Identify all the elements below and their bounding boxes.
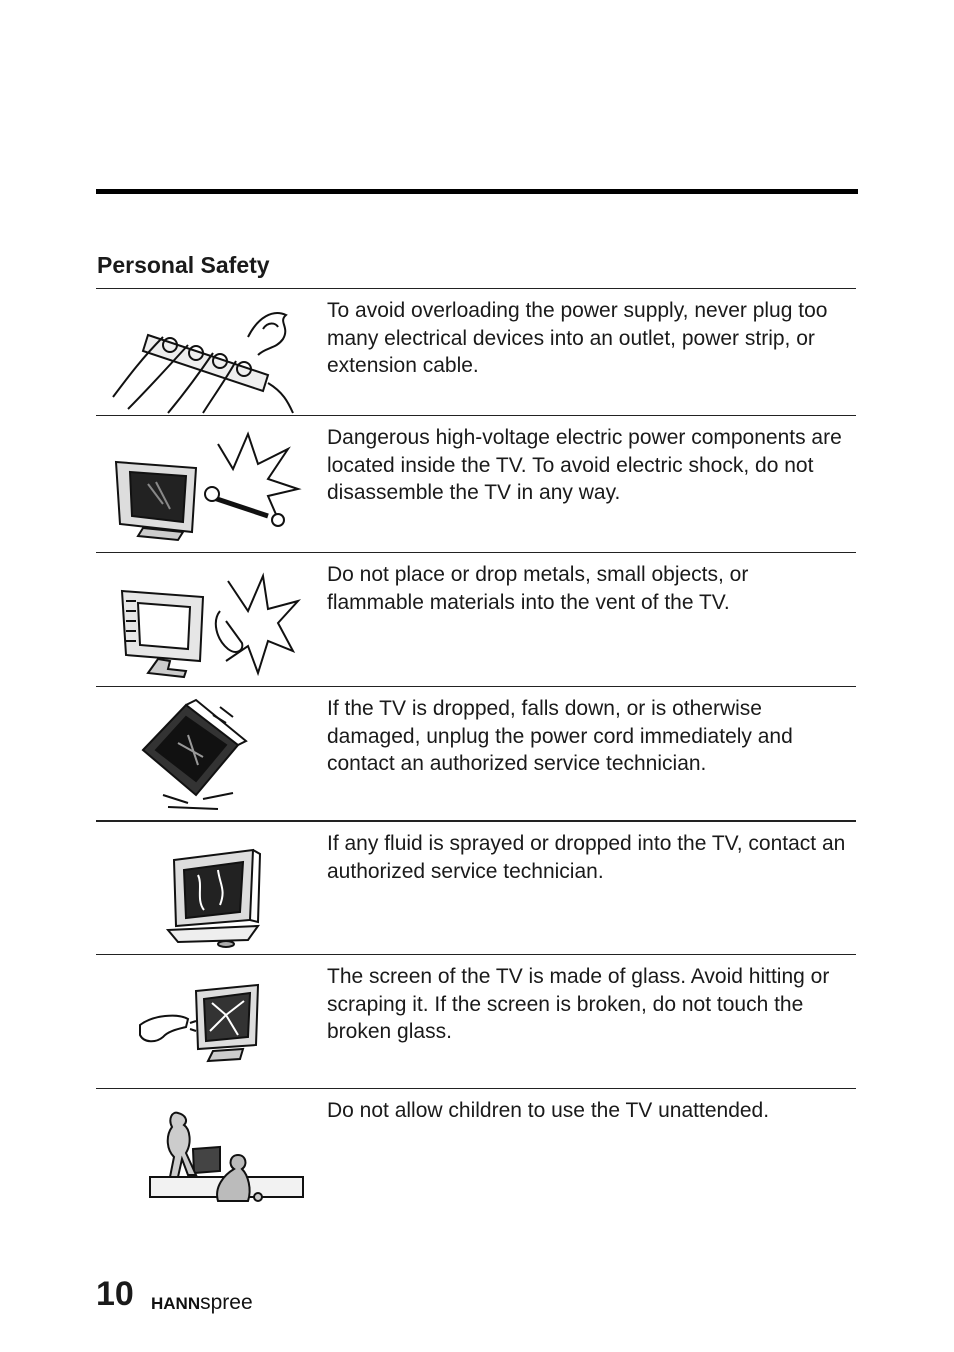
brand-bold: HANN [151,1294,201,1313]
section-title: Personal Safety [97,252,270,278]
safety-text: If any fluid is sprayed or dropped into the TV, contact an authorized service technician. [327,832,846,883]
tv-broken-glass-icon [108,963,308,1081]
safety-text: To avoid overloading the power supply, never plug too many electrical devices into an outlet, power strip, or extension cable. [327,299,828,377]
safety-item [96,288,856,415]
children-tv-icon [108,1097,308,1215]
safety-item [96,820,856,954]
safety-text: Do not allow children to use the TV unattended. [327,1099,770,1122]
header-rule [96,189,858,194]
tv-wrench-shock-icon [108,424,308,542]
safety-text: Dangerous high-voltage electric power components are located inside the TV. To avoid electric shock, do not disassemble the TV in any way. [327,426,842,504]
safety-item [96,552,856,686]
safety-text: Do not place or drop metals, small objects, or flammable materials into the vent of the TV. [327,563,749,614]
safety-text: If the TV is dropped, falls down, or is otherwise damaged, unplug the power cord immediately and contact an authorized service technician. [327,697,793,775]
safety-item [96,415,856,552]
safety-item [96,686,856,820]
safety-item [96,1088,856,1210]
brand-logo [151,1290,253,1317]
safety-text: The screen of the TV is made of glass. Avoid hitting or scraping it. If the screen is broken, do not touch the broken glass. [327,965,830,1043]
brand-light: spree [200,1291,253,1314]
page-number: 10 [96,1275,134,1313]
dropped-tv-icon [108,695,308,813]
safety-item [96,954,856,1088]
overloaded-power-strip-icon [108,297,308,415]
tv-fluid-spill-icon [108,830,308,948]
safety-list [96,288,856,1210]
tv-paperclip-vent-icon [108,561,308,679]
